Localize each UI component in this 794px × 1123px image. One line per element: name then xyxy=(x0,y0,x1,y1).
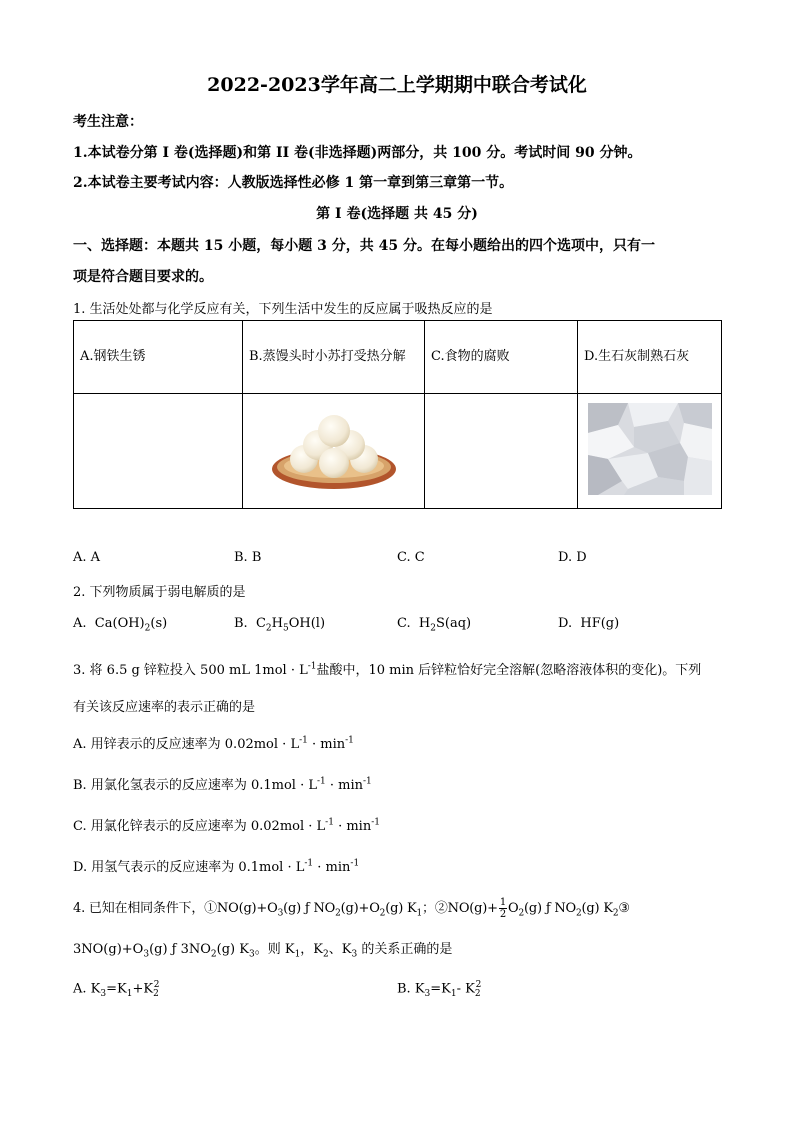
q1-image-cell-b xyxy=(243,394,425,509)
q4-stem-line-1 xyxy=(73,897,630,920)
q2-option-b xyxy=(234,616,325,634)
q3-option-d-unit: · min xyxy=(313,860,351,875)
page-title: 2022-2023学年高二上学期期中联合考试化 xyxy=(207,74,587,96)
q3-option-b-unit: · min xyxy=(325,778,364,793)
q3-stem-sup: -1 xyxy=(307,661,317,672)
q2-option-b-sub1: 2 xyxy=(265,623,272,634)
q3-option-d-sup2: -1 xyxy=(350,858,360,869)
q4-fraction xyxy=(499,897,507,920)
q4-eq3-k: (g) K xyxy=(216,942,249,957)
q4-eq1-k-sub: 1 xyxy=(416,908,423,919)
part-title: 第 I 卷(选择题 共 45 分) xyxy=(316,206,478,222)
section-heading-line-1: 一、选择题：本题共 15 小题，每小题 3 分，共 45 分。在每小题给出的四个选项中，只有一 xyxy=(73,238,655,254)
q4-question-part-c: 、K xyxy=(328,942,352,957)
q4-fraction-numerator: 1 xyxy=(499,897,507,908)
q4-eq2-o: O xyxy=(508,901,519,916)
q1-stem: 1. 生活处处都与化学反应有关，下列生活中发生的反应属于吸热反应的是 xyxy=(73,302,493,317)
q1-image-cell-d xyxy=(578,394,722,509)
q3-option-c-text: C. 用氯化锌表示的反应速率为 0.02mol · L xyxy=(73,819,326,834)
q1-option-b: B. B xyxy=(234,550,262,565)
q4-question-part-b: ，K xyxy=(300,942,324,957)
q3-option-d xyxy=(73,856,359,875)
q4-eq2-sub2: 2 xyxy=(576,908,582,919)
q3-option-b-sup1: -1 xyxy=(316,776,326,787)
q3-option-a-text: A. 用锌表示的反应速率为 0.02mol · L xyxy=(73,737,300,752)
q4-option-a-sub1: 3 xyxy=(100,988,107,999)
q3-option-a-sup1: -1 xyxy=(299,735,308,746)
q3-option-a xyxy=(73,733,354,752)
q3-option-a-sup2: -1 xyxy=(345,735,354,746)
q3-option-c-unit: · min xyxy=(333,819,372,834)
q1-cell-a: A.钢铁生锈 xyxy=(74,321,243,394)
q4-eq3-sub1: 3 xyxy=(143,949,150,960)
q3-option-c-sup2: -1 xyxy=(371,817,380,828)
q2-option-d-label: D. xyxy=(558,616,573,631)
q4-eq2-k: (g) K xyxy=(581,901,613,916)
q4-eq3-k-sub: 3 xyxy=(248,949,255,960)
q4-eq2-part-b: (g) ƒ NO xyxy=(524,901,576,916)
q4-question-sub1: 1 xyxy=(294,949,301,960)
q1-option-a: A. A xyxy=(73,550,101,565)
q2-option-d xyxy=(558,616,619,631)
q4-eq2-k-sub: 2 xyxy=(612,908,619,919)
notice-line-2: 2.本试卷主要考试内容：人教版选择性必修 1 第一章到第三章第一节。 xyxy=(73,175,514,191)
q2-option-a-formula: Ca(OH) xyxy=(94,616,145,631)
q4-option-a-k2: +K xyxy=(132,981,154,997)
q3-option-b xyxy=(73,774,372,793)
q2-option-a xyxy=(73,616,167,634)
q4-option-b-k2: - K xyxy=(456,981,475,997)
q4-option-b-sup: 2 xyxy=(475,980,482,990)
q2-option-d-formula: HF(g) xyxy=(580,616,620,631)
q1-option-d: D. D xyxy=(558,550,587,565)
q4-eq1-sub3: 2 xyxy=(379,908,386,919)
q4-eq1-part-a: 4. 已知在相同条件下，①NO(g)+O xyxy=(73,901,278,916)
q3-option-d-sup1: -1 xyxy=(304,858,314,869)
q1-cell-b: B.蒸馒头时小苏打受热分解 xyxy=(243,321,425,394)
q4-eq2-sub1: 2 xyxy=(518,908,525,919)
q2-option-c-rest: S(aq) xyxy=(435,616,472,631)
q4-eq1-part-b: (g) ƒ NO xyxy=(283,901,336,916)
q3-option-a-unit: · min xyxy=(307,737,346,752)
q4-eq3-part-a: 3NO(g)+O xyxy=(73,942,144,957)
q4-fraction-denominator: 2 xyxy=(499,909,507,920)
q2-option-c-h: H xyxy=(418,616,431,631)
q3-option-b-sup2: -1 xyxy=(363,776,372,787)
q2-option-b-c: C xyxy=(255,616,266,631)
q1-option-c: C. C xyxy=(397,550,425,565)
q3-option-d-text: D. 用氢气表示的反应速率为 0.1mol · L xyxy=(73,860,305,875)
q4-option-a-sub2: 1 xyxy=(126,988,133,999)
q4-option-b-sub3: 2 xyxy=(474,988,481,999)
q1-table xyxy=(73,320,722,509)
q4-eq1-k: (g) K xyxy=(385,901,417,916)
q4-option-b-k1: =K xyxy=(430,981,451,997)
q4-eq2-part-a: ；②NO(g)+ xyxy=(422,901,498,916)
q4-question-sub2: 2 xyxy=(323,949,329,960)
q3-stem-part-b: 盐酸中，10 min 后锌粒恰好完全溶解(忽略溶液体积的变化)。下列 xyxy=(316,663,702,678)
q3-option-c-sup1: -1 xyxy=(325,817,334,828)
q4-eq1-sub2: 2 xyxy=(335,908,341,919)
section-heading-line-2: 项是符合题目要求的。 xyxy=(73,269,213,285)
q4-question-part-d: 的关系正确的是 xyxy=(357,942,453,957)
q2-option-c xyxy=(397,616,471,634)
q2-option-c-sub: 2 xyxy=(430,623,436,634)
q4-option-b-sub2: 1 xyxy=(450,988,457,999)
q2-option-b-rest: OH(l) xyxy=(288,616,326,631)
q1-cell-c: C.食物的腐败 xyxy=(425,321,578,394)
q2-stem: 2. 下列物质属于弱电解质的是 xyxy=(73,585,246,600)
q2-option-c-label: C. xyxy=(397,616,411,631)
q4-question-sub3: 3 xyxy=(351,949,358,960)
q2-option-b-h: H xyxy=(271,616,283,631)
q4-option-a xyxy=(73,980,160,999)
q3-stem-part-a: 3. 将 6.5 g 锌粒投入 500 mL 1mol · L xyxy=(73,663,308,678)
q4-stem-line-2 xyxy=(73,938,452,960)
notice-line-1: 1.本试卷分第 I 卷(选择题)和第 II 卷(非选择题)两部分，共 100 分。考试时间 90 分钟。 xyxy=(73,145,642,161)
q3-stem-line-2: 有关该反应速率的表示正确的是 xyxy=(73,700,256,715)
q3-stem-line-1 xyxy=(73,659,701,678)
q4-eq3-part-b: (g) ƒ 3NO xyxy=(149,942,211,957)
q4-eq1-part-c: (g)+O xyxy=(340,901,380,916)
q4-option-b-sub1: 3 xyxy=(424,988,431,999)
q4-eq3-marker: ③ xyxy=(618,901,630,916)
q4-eq1-sub1: 3 xyxy=(277,908,284,919)
q4-question-part-a: 。则 K xyxy=(254,942,295,957)
q2-option-b-label: B. xyxy=(234,616,248,631)
q1-image-cell-c xyxy=(425,394,578,509)
q2-option-b-sub2: 5 xyxy=(282,623,289,634)
q4-option-a-k3: A. K xyxy=(73,981,101,997)
q2-option-a-state: (s) xyxy=(150,616,168,631)
steamed-buns-image xyxy=(268,407,400,491)
q4-option-a-k1: =K xyxy=(106,981,127,997)
q4-option-a-sup: 2 xyxy=(153,980,160,990)
q2-option-a-label: A. xyxy=(73,616,87,631)
q1-image-cell-a xyxy=(74,394,243,509)
notice-title: 考生注意： xyxy=(73,114,143,130)
q4-eq3-sub2: 2 xyxy=(210,949,217,960)
q4-option-b xyxy=(397,980,481,999)
q4-option-a-sub3: 2 xyxy=(153,988,159,999)
q4-option-b-k3: B. K xyxy=(397,981,425,997)
quicklime-image xyxy=(588,403,712,495)
q2-option-a-sub: 2 xyxy=(144,623,151,634)
q3-option-b-text: B. 用氯化氢表示的反应速率为 0.1mol · L xyxy=(73,778,317,793)
q1-cell-d: D.生石灰制熟石灰 xyxy=(578,321,722,394)
q3-option-c xyxy=(73,815,380,834)
